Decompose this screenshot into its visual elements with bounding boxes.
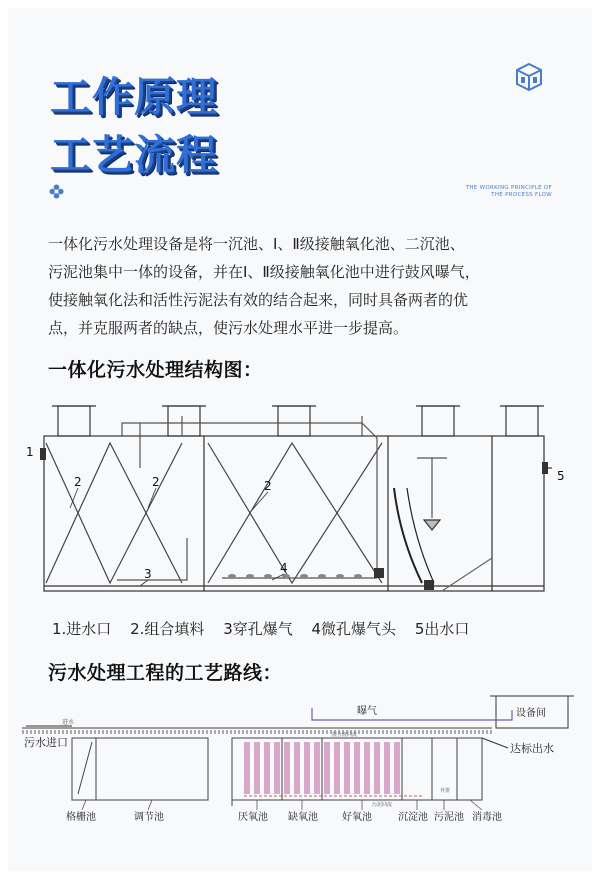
equipment-room-label: 设备间 — [516, 708, 546, 719]
description-line: 污泥池集中一体的设备，并在Ⅰ、Ⅱ级接触氧化池中进行鼓风曝气， — [48, 263, 480, 281]
unit-label: 格栅池 — [66, 812, 96, 823]
label-packing-c: 2 — [264, 479, 272, 493]
description-line: 一体化污水处理设备是将一沉池、Ⅰ、Ⅱ级接触氧化池、二沉池、 — [48, 235, 465, 253]
english-subtitle — [392, 185, 552, 199]
unit-label: 好氧池 — [342, 812, 372, 823]
label-packing-b: 2 — [152, 475, 160, 489]
process-diagram — [22, 686, 588, 836]
english-subtitle-line-1: THE WORKING PRINCIPLE OF — [465, 185, 552, 191]
unit-label: 厌氧池 — [238, 812, 268, 823]
legend-item: 3穿孔爆气 — [223, 620, 293, 638]
unit-label: 污泥池 — [434, 812, 464, 823]
structure-section-title: 一体化污水处理结构图： — [48, 359, 263, 381]
regulating-tank — [96, 738, 208, 800]
legend-item: 4微孔爆气头 — [311, 620, 397, 638]
label-inlet: 1 — [26, 445, 34, 459]
sludge-return-tag: 污泥回流 — [372, 802, 393, 808]
aeration-label: 曝气 — [357, 706, 377, 717]
effluent-label: 达标出水 — [510, 742, 554, 755]
unit-label: 沉淀池 — [398, 812, 428, 823]
structure-diagram — [22, 398, 582, 608]
flower-icon — [49, 184, 64, 199]
label-micropore: 4 — [280, 561, 288, 575]
legend-item: 5出水口 — [414, 620, 470, 638]
recirculation-tag: 混合液回流 — [332, 732, 358, 738]
label-packing-a: 2 — [74, 475, 82, 489]
process-section-title: 污水处理工程的工艺路线： — [48, 662, 283, 684]
description-line: 点，并克服两者的缺点，使污水处理水平进一步提高。 — [48, 319, 409, 337]
legend-item: 1.进水口 — [52, 620, 112, 638]
english-subtitle-line-2: THE PROCESS FLOW — [491, 192, 552, 198]
inlet-tag: 进水 — [62, 719, 75, 726]
discharge-tag: 外排 — [440, 788, 451, 794]
description-line: 使接触氧化法和活性污泥法有效的结合起来，同时具备两者的优 — [48, 291, 469, 309]
legend-item: 2.组合填料 — [130, 620, 205, 638]
label-perforated: 3 — [144, 567, 152, 581]
description-paragraph — [48, 230, 568, 342]
unit-label: 消毒池 — [472, 812, 502, 823]
page-title-line-1: 工作原理 — [50, 73, 218, 121]
unit-label: 缺氧池 — [288, 812, 318, 823]
structure-legend — [52, 618, 483, 639]
unit-label: 调节池 — [134, 812, 164, 823]
page-title-line-2: 工艺流程 — [50, 131, 218, 179]
label-outlet: 5 — [557, 469, 565, 483]
cube-icon — [514, 62, 544, 92]
influent-label: 污水进口 — [24, 736, 68, 749]
